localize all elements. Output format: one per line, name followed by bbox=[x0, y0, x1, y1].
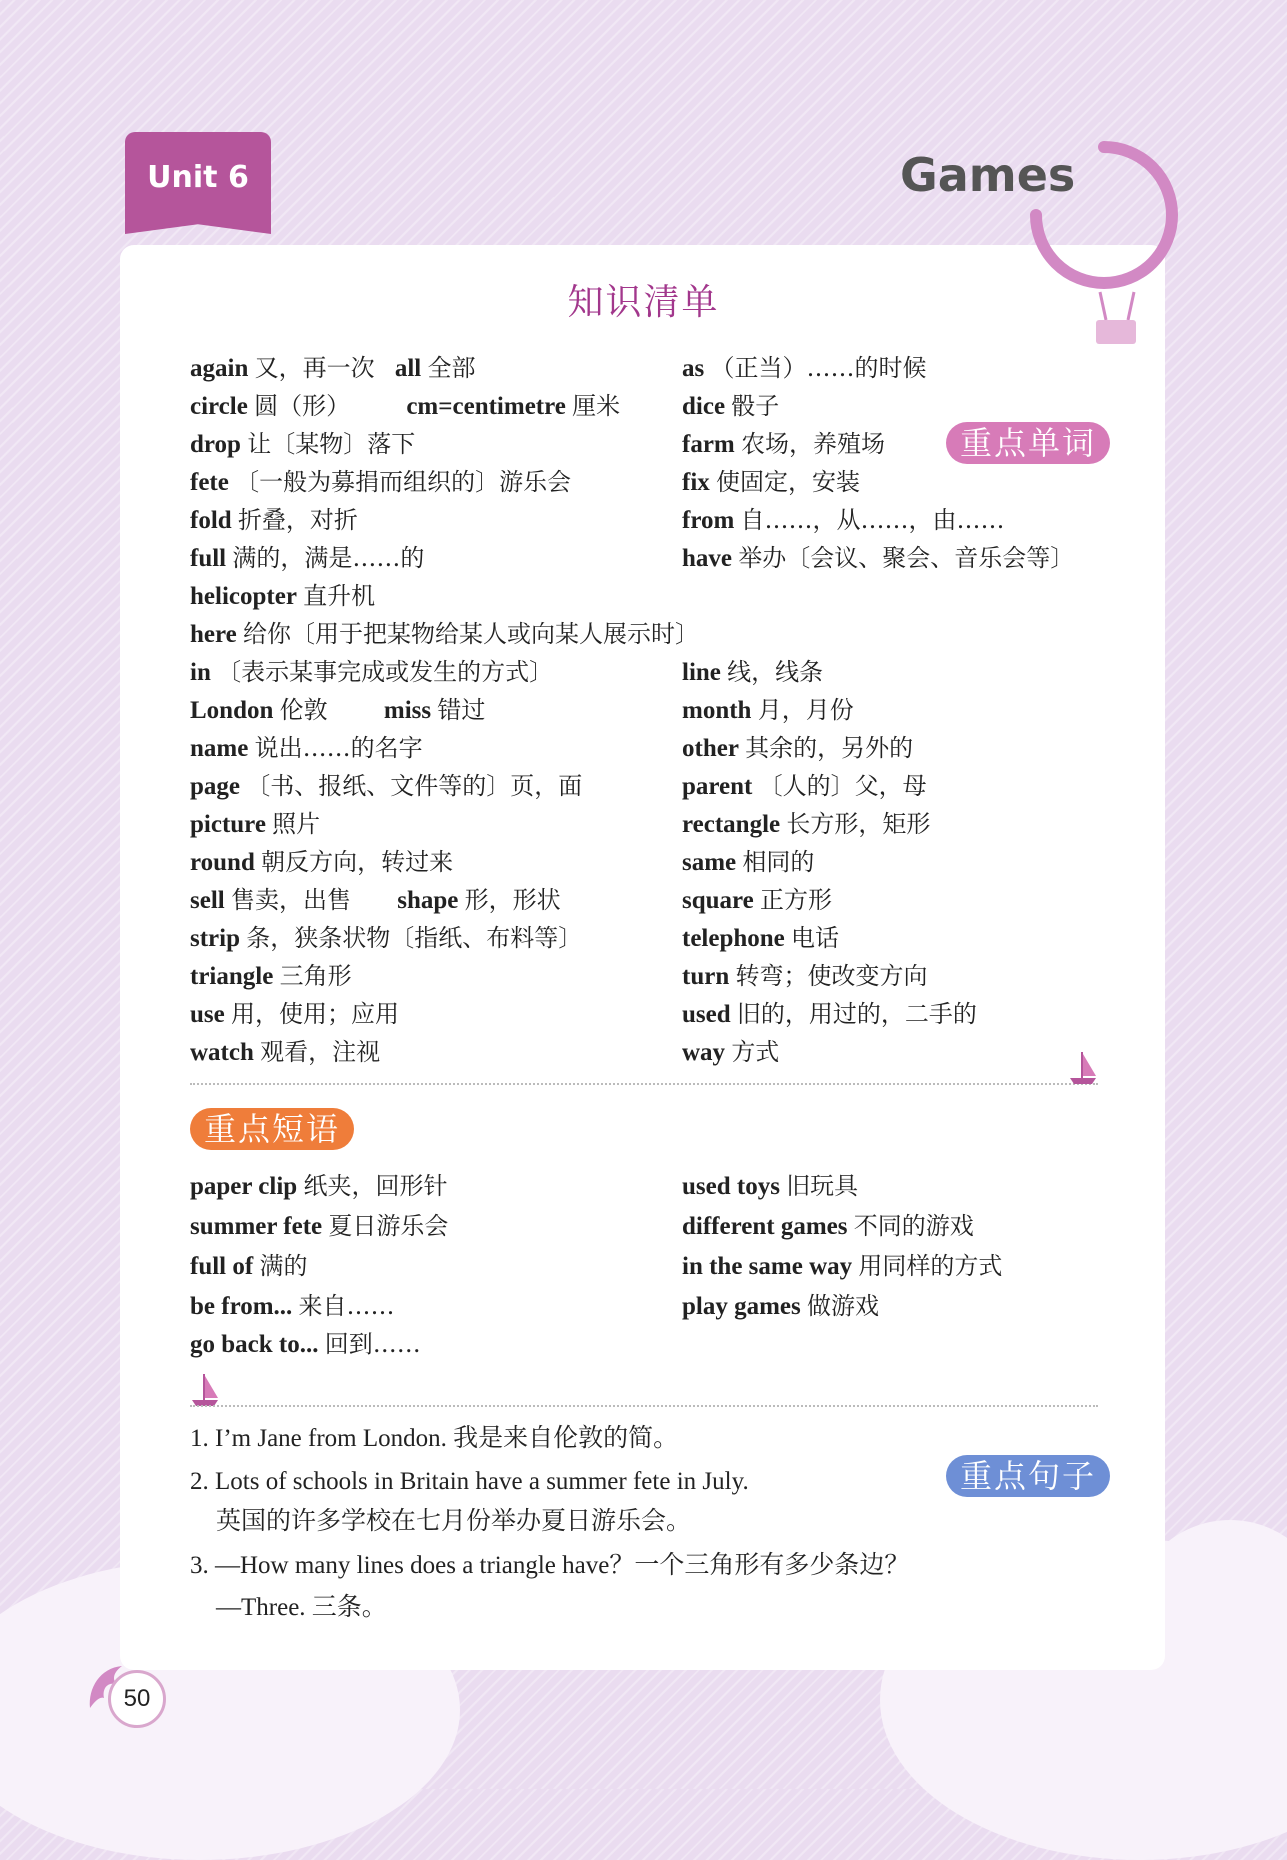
phrase-zh: 做游戏 bbox=[807, 1292, 879, 1320]
word-zh: 线，线条 bbox=[727, 658, 824, 686]
word-en: watch bbox=[190, 1039, 254, 1066]
word-en: use bbox=[190, 1001, 225, 1028]
word-en: way bbox=[682, 1039, 726, 1066]
word-en: other bbox=[682, 735, 739, 762]
word-row bbox=[682, 427, 885, 462]
word-row bbox=[682, 921, 839, 956]
word-zh: 长方形，矩形 bbox=[786, 810, 931, 838]
word-en: parent bbox=[682, 773, 753, 800]
phrase-row bbox=[682, 1249, 1002, 1284]
word-row bbox=[682, 655, 823, 690]
word-row bbox=[190, 351, 476, 386]
word-en: triangle bbox=[190, 963, 274, 990]
word-row bbox=[682, 465, 860, 500]
word-row bbox=[190, 845, 453, 880]
badge-key-words: 重点单词 bbox=[946, 422, 1110, 464]
word-en: in bbox=[190, 659, 211, 686]
badge-key-sentences: 重点句子 bbox=[946, 1455, 1110, 1497]
word-zh: 转弯；使改变方向 bbox=[735, 962, 928, 990]
word-zh: 照片 bbox=[272, 810, 321, 838]
phrase-en: used toys bbox=[682, 1173, 780, 1200]
word-row bbox=[682, 693, 854, 728]
balloon-icon bbox=[1024, 140, 1204, 360]
word-en: name bbox=[190, 735, 249, 762]
word-zh: 折叠，对折 bbox=[237, 506, 358, 534]
word-zh: 让〔某物〕落下 bbox=[247, 430, 416, 458]
phrase-row bbox=[682, 1169, 858, 1204]
word-row bbox=[190, 769, 582, 804]
word-zh: 〔人的〕父，母 bbox=[758, 772, 927, 800]
phrase-en: paper clip bbox=[190, 1173, 298, 1200]
word-zh: 〔书、报纸、文件等的〕页，面 bbox=[246, 772, 583, 800]
unit-title: Games bbox=[900, 148, 1076, 202]
word-zh: （正当）……的时候 bbox=[710, 354, 927, 382]
word-zh: 观看，注视 bbox=[260, 1038, 381, 1066]
sentence-line: 2. Lots of schools in Britain have a summer fete in July. bbox=[190, 1468, 749, 1495]
word-en: farm bbox=[682, 431, 735, 458]
word-en: London bbox=[190, 697, 274, 724]
word-zh: 〔表示某事完成或发生的方式〕 bbox=[217, 658, 554, 686]
word-en: cm=centimetre bbox=[406, 393, 566, 420]
phrase-row bbox=[190, 1327, 421, 1362]
word-row bbox=[190, 921, 582, 956]
phrase-en: in the same way bbox=[682, 1253, 853, 1280]
word-row bbox=[682, 731, 913, 766]
word-en: strip bbox=[190, 925, 240, 952]
word-en: here bbox=[190, 621, 237, 648]
word-row bbox=[190, 807, 320, 842]
phrase-row bbox=[682, 1209, 974, 1244]
phrase-en: full of bbox=[190, 1253, 254, 1280]
word-en: fold bbox=[190, 507, 232, 534]
word-en: full bbox=[190, 545, 227, 572]
word-en: drop bbox=[190, 431, 241, 458]
word-zh: 伦敦 bbox=[279, 696, 328, 724]
phrase-row bbox=[190, 1249, 307, 1284]
word-en: shape bbox=[397, 887, 459, 914]
section-divider bbox=[190, 1405, 1098, 1407]
phrase-en: play games bbox=[682, 1293, 801, 1320]
word-zh: 旧的，用过的，二手的 bbox=[736, 1000, 977, 1028]
word-zh: 说出……的名字 bbox=[254, 734, 423, 762]
badge-key-phrases: 重点短语 bbox=[190, 1108, 354, 1150]
sentence-line: 英国的许多学校在七月份举办夏日游乐会。 bbox=[216, 1508, 692, 1535]
word-en: all bbox=[394, 355, 422, 382]
word-row bbox=[190, 655, 553, 690]
page-number: 50 bbox=[108, 1670, 166, 1728]
word-row bbox=[190, 427, 415, 462]
word-en: used bbox=[682, 1001, 731, 1028]
phrase-row bbox=[190, 1289, 395, 1324]
word-zh: 电话 bbox=[791, 924, 840, 952]
word-row bbox=[190, 1035, 380, 1070]
word-row bbox=[190, 997, 399, 1032]
word-row bbox=[682, 541, 1074, 576]
word-row bbox=[190, 465, 571, 500]
word-row bbox=[682, 1035, 779, 1070]
word-row bbox=[682, 807, 930, 842]
word-row bbox=[682, 959, 927, 994]
phrase-zh: 回到…… bbox=[324, 1330, 421, 1358]
sentence-line: 1. I’m Jane from London. 我是来自伦敦的简。 bbox=[190, 1425, 679, 1452]
word-en: again bbox=[190, 355, 249, 382]
word-zh: 圆（形） bbox=[254, 392, 351, 420]
phrase-row bbox=[682, 1289, 879, 1324]
word-en: dice bbox=[682, 393, 726, 420]
word-zh: 使固定，安装 bbox=[716, 468, 861, 496]
word-zh: 农场，养殖场 bbox=[741, 430, 885, 458]
word-row bbox=[682, 351, 926, 386]
word-zh: 形，形状 bbox=[464, 886, 561, 914]
word-zh: 举办〔会议、聚会、音乐会等〕 bbox=[738, 544, 1075, 572]
word-row bbox=[190, 389, 620, 424]
phrase-zh: 纸夹，回形针 bbox=[303, 1172, 448, 1200]
word-en: have bbox=[682, 545, 732, 572]
word-en: circle bbox=[190, 393, 248, 420]
word-row bbox=[682, 503, 1005, 538]
word-row bbox=[682, 883, 832, 918]
word-row bbox=[190, 503, 358, 538]
word-row bbox=[190, 579, 375, 614]
section-title: 知识清单 bbox=[567, 282, 720, 323]
word-en: miss bbox=[383, 697, 432, 724]
word-en: fix bbox=[682, 469, 710, 496]
phrase-row bbox=[190, 1209, 448, 1244]
word-en: telephone bbox=[682, 925, 785, 952]
word-zh: 全部 bbox=[427, 354, 476, 382]
word-zh: 售卖，出售 bbox=[230, 886, 351, 914]
word-row bbox=[190, 693, 485, 728]
phrase-en: go back to... bbox=[190, 1331, 319, 1358]
word-zh: 方式 bbox=[731, 1038, 780, 1066]
word-row bbox=[190, 959, 352, 994]
word-row bbox=[682, 845, 814, 880]
word-zh: 用，使用；应用 bbox=[230, 1000, 399, 1028]
phrase-zh: 夏日游乐会 bbox=[328, 1212, 449, 1240]
word-zh: 又，再一次 bbox=[254, 354, 375, 382]
word-en: helicopter bbox=[190, 583, 297, 610]
word-en: fete bbox=[190, 469, 229, 496]
word-en: turn bbox=[682, 963, 730, 990]
word-en: same bbox=[682, 849, 737, 876]
word-en: line bbox=[682, 659, 721, 686]
phrase-zh: 用同样的方式 bbox=[858, 1252, 1003, 1280]
word-en: square bbox=[682, 887, 754, 914]
sentence-line: —Three. 三条。 bbox=[216, 1594, 387, 1621]
word-zh: 月，月份 bbox=[757, 696, 854, 724]
word-zh: 满的，满是……的 bbox=[232, 544, 425, 572]
phrase-zh: 满的 bbox=[259, 1252, 308, 1280]
word-zh: 给你〔用于把某物给某人或向某人展示时〕 bbox=[243, 620, 699, 648]
word-zh: 三角形 bbox=[279, 962, 352, 990]
word-en: from bbox=[682, 507, 735, 534]
word-zh: 直升机 bbox=[303, 582, 376, 610]
word-row bbox=[682, 997, 977, 1032]
word-row bbox=[190, 731, 423, 766]
word-row bbox=[682, 389, 779, 424]
word-en: picture bbox=[190, 811, 266, 838]
word-zh: 〔一般为募捐而组织的〕游乐会 bbox=[235, 468, 572, 496]
word-row bbox=[190, 883, 561, 918]
sailboat-icon bbox=[1068, 1050, 1098, 1086]
word-zh: 其余的，另外的 bbox=[745, 734, 914, 762]
word-en: month bbox=[682, 697, 752, 724]
phrase-zh: 不同的游戏 bbox=[853, 1212, 974, 1240]
word-en: sell bbox=[190, 887, 225, 914]
word-row bbox=[190, 541, 424, 576]
word-row bbox=[682, 769, 927, 804]
phrase-en: summer fete bbox=[190, 1213, 323, 1240]
phrase-zh: 旧玩具 bbox=[786, 1172, 859, 1200]
word-zh: 错过 bbox=[437, 696, 486, 724]
word-zh: 厘米 bbox=[572, 392, 621, 420]
word-zh: 相同的 bbox=[742, 848, 815, 876]
word-en: rectangle bbox=[682, 811, 781, 838]
phrase-en: different games bbox=[682, 1213, 848, 1240]
word-zh: 条，狭条状物〔指纸、布料等〕 bbox=[246, 924, 583, 952]
word-en: page bbox=[190, 773, 240, 800]
word-en: round bbox=[190, 849, 255, 876]
word-row bbox=[190, 617, 699, 652]
sailboat-icon bbox=[190, 1372, 220, 1408]
phrase-zh: 来自…… bbox=[298, 1292, 395, 1320]
word-zh: 自……，从……，由…… bbox=[740, 506, 1005, 534]
unit-label: Unit 6 bbox=[125, 132, 271, 224]
phrase-en: be from... bbox=[190, 1293, 293, 1320]
word-zh: 朝反方向，转过来 bbox=[261, 848, 454, 876]
word-en: as bbox=[682, 355, 705, 382]
section-divider bbox=[190, 1083, 1098, 1085]
phrase-row bbox=[190, 1169, 447, 1204]
word-zh: 骰子 bbox=[731, 392, 780, 420]
sentence-line: 3. —How many lines does a triangle have？一个三角形有多少条边？ bbox=[190, 1552, 910, 1579]
word-zh: 正方形 bbox=[760, 886, 833, 914]
